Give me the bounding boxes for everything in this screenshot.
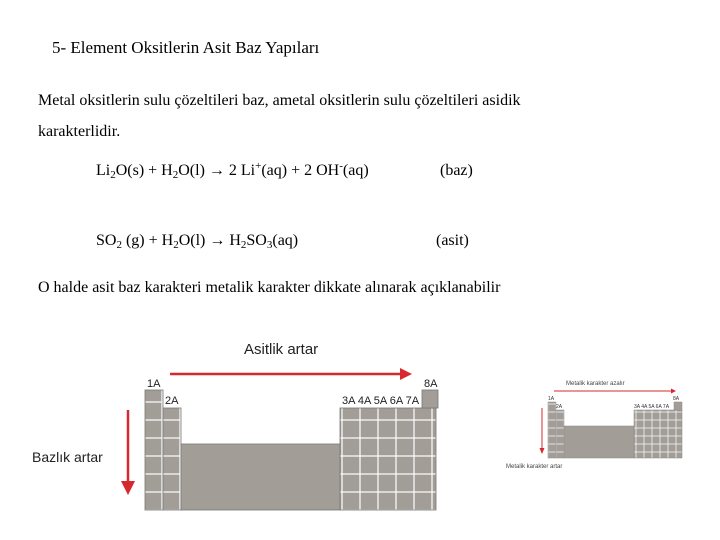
group-8a-label: 8A — [424, 378, 438, 390]
equation-acid-tag: (asit) — [436, 232, 469, 249]
metallic-increase-label: Metalik karakter artar — [506, 464, 563, 470]
equation-acid: $SO_2$ $(g) + H_2O(l) \to H_2SO_3(aq)$ — [96, 232, 299, 251]
group-1a-label: 1A — [147, 378, 161, 390]
basicity-label: Bazlık artar — [32, 449, 103, 465]
small-block-transition — [564, 426, 634, 458]
acidity-arrowhead — [400, 368, 412, 380]
small-block-group-2 — [556, 410, 564, 458]
table-block-group-2 — [163, 408, 181, 510]
table-block-group-1 — [145, 390, 163, 510]
intro-line-2: karakterlidir. — [38, 123, 121, 140]
intro-line-1: Metal oksitlerin sulu çözeltileri baz, ametal oksitlerin sulu çözeltileri asidik — [38, 92, 521, 109]
table-block-transition — [181, 444, 341, 510]
small-group-2a-label: 2A — [556, 404, 563, 410]
small-group-1a-label: 1A — [548, 396, 555, 402]
conclusion-text: O halde asit baz karakteri metalik karakter dikkate alınarak açıklanabilir — [38, 279, 501, 296]
small-block-p-groups — [634, 410, 682, 458]
periodic-table-acidity-figure — [0, 330, 470, 530]
small-group-8a-label: 8A — [673, 396, 680, 402]
equation-base: $Li_2O(s) + H_2O(l) \to 2$ Li+(aq) + 2 OH-(aq) — [96, 160, 369, 181]
group-3a-7a-label: 3A 4A 5A 6A 7A — [342, 395, 420, 407]
metallic-decrease-label: Metalik karakter azalır — [566, 381, 625, 387]
acidity-label: Asitlik artar — [244, 341, 319, 358]
table-block-group-8 — [422, 390, 438, 408]
table-block-p-groups — [340, 408, 436, 510]
page-title: 5- Element Oksitlerin Asit Baz Yapıları — [52, 38, 320, 57]
small-block-group-8 — [674, 402, 682, 410]
group-2a-label: 2A — [165, 395, 179, 407]
metallic-increase-arrowhead — [540, 448, 545, 454]
small-block-group-1 — [548, 402, 556, 458]
periodic-table-metallic-figure — [500, 372, 700, 482]
small-group-3a-7a-label: 3A 4A 5A 6A 7A — [634, 404, 670, 410]
equation-base-tag: (baz) — [440, 162, 473, 179]
basicity-arrowhead — [121, 481, 135, 495]
metallic-decrease-arrowhead — [671, 389, 676, 394]
